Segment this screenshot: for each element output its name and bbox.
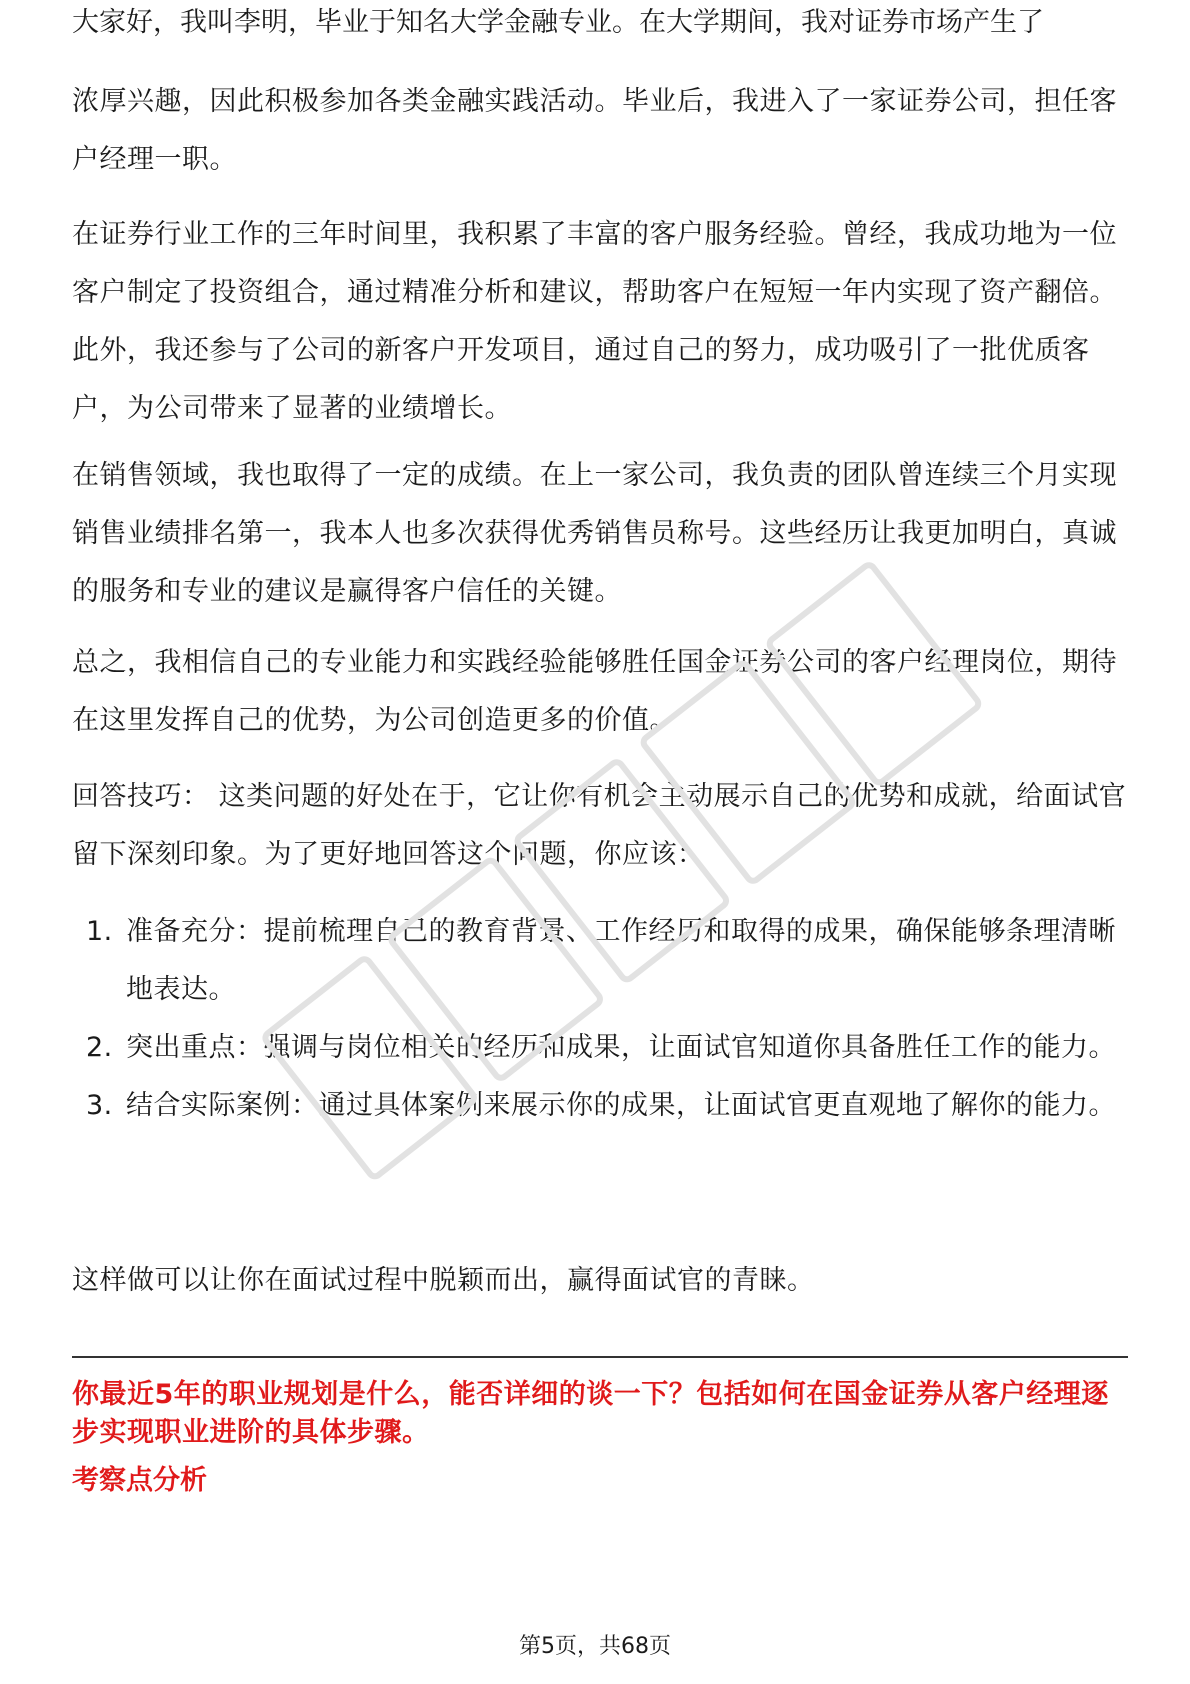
paragraph-securities-experience: 在证券行业工作的三年时间里，我积累了丰富的客户服务经验。曾经，我成功地为一位客户制定了投资组合，通过精准分析和建议，帮助客户在短短一年内实现了资产翻倍。此外，我还参与了公司的新客户开发项目，通过自己的努力，成功吸引了一批优质客户，为公司带来了显著的业绩增长。 <box>72 219 1117 424</box>
paragraph-summary: 总之，我相信自己的专业能力和实践经验能够胜任国金证券公司的客户经理岗位，期待在这里发挥自己的优势，为公司创造更多的价值。 <box>72 647 1117 736</box>
list-item-number: 1. <box>86 916 113 947</box>
list-item-number: 3. <box>86 1090 113 1121</box>
tips-list <box>72 903 1128 1135</box>
list-item-number: 2. <box>86 1032 113 1063</box>
paragraph-sales-achievement: 在销售领域，我也取得了一定的成绩。在上一家公司，我负责的团队曾连续三个月实现销售业绩排名第一，我本人也多次获得优秀销售员称号。这些经历让我更加明白，真诚的服务和专业的建议是赢得客户信任的关键。 <box>72 460 1117 607</box>
list-item <box>72 903 1128 1019</box>
paragraph-closing: 这样做可以让你在面试过程中脱颖而出，赢得面试官的青睐。 <box>72 1265 815 1296</box>
cropped-top-line-text: 大家好，我叫李明，毕业于知名大学金融专业。在大学期间，我对证券市场产生了 <box>72 7 1044 38</box>
cropped-top-line <box>72 7 1128 60</box>
next-question: 你最近5年的职业规划是什么，能否详细的谈一下？包括如何在国金证券从客户经理逐步实现职业进阶的具体步骤。 <box>72 1379 1109 1448</box>
paragraph-education: 浓厚兴趣，因此积极参加各类金融实践活动。毕业后，我进入了一家证券公司，担任客户经理一职。 <box>72 86 1117 175</box>
section-title-analysis: 考察点分析 <box>72 1465 207 1496</box>
list-item <box>72 1019 1128 1077</box>
list-item-text: 准备充分：提前梳理自己的教育背景、工作经历和取得的成果，确保能够条理清晰地表达。 <box>126 916 1116 1005</box>
list-item-text: 突出重点：强调与岗位相关的经历和成果，让面试官知道你具备胜任工作的能力。 <box>126 1032 1116 1063</box>
list-item <box>72 1077 1128 1135</box>
page-number-footer: 第5页，共68页 <box>519 1634 671 1659</box>
section-divider <box>72 1356 1128 1358</box>
list-item-text: 结合实际案例：通过具体案例来展示你的成果，让面试官更直观地了解你的能力。 <box>126 1090 1116 1121</box>
paragraph-answer-tips-intro: 回答技巧： 这类问题的好处在于，它让你有机会主动展示自己的优势和成就，给面试官留下深刻印象。为了更好地回答这个问题，你应该： <box>72 781 1127 870</box>
